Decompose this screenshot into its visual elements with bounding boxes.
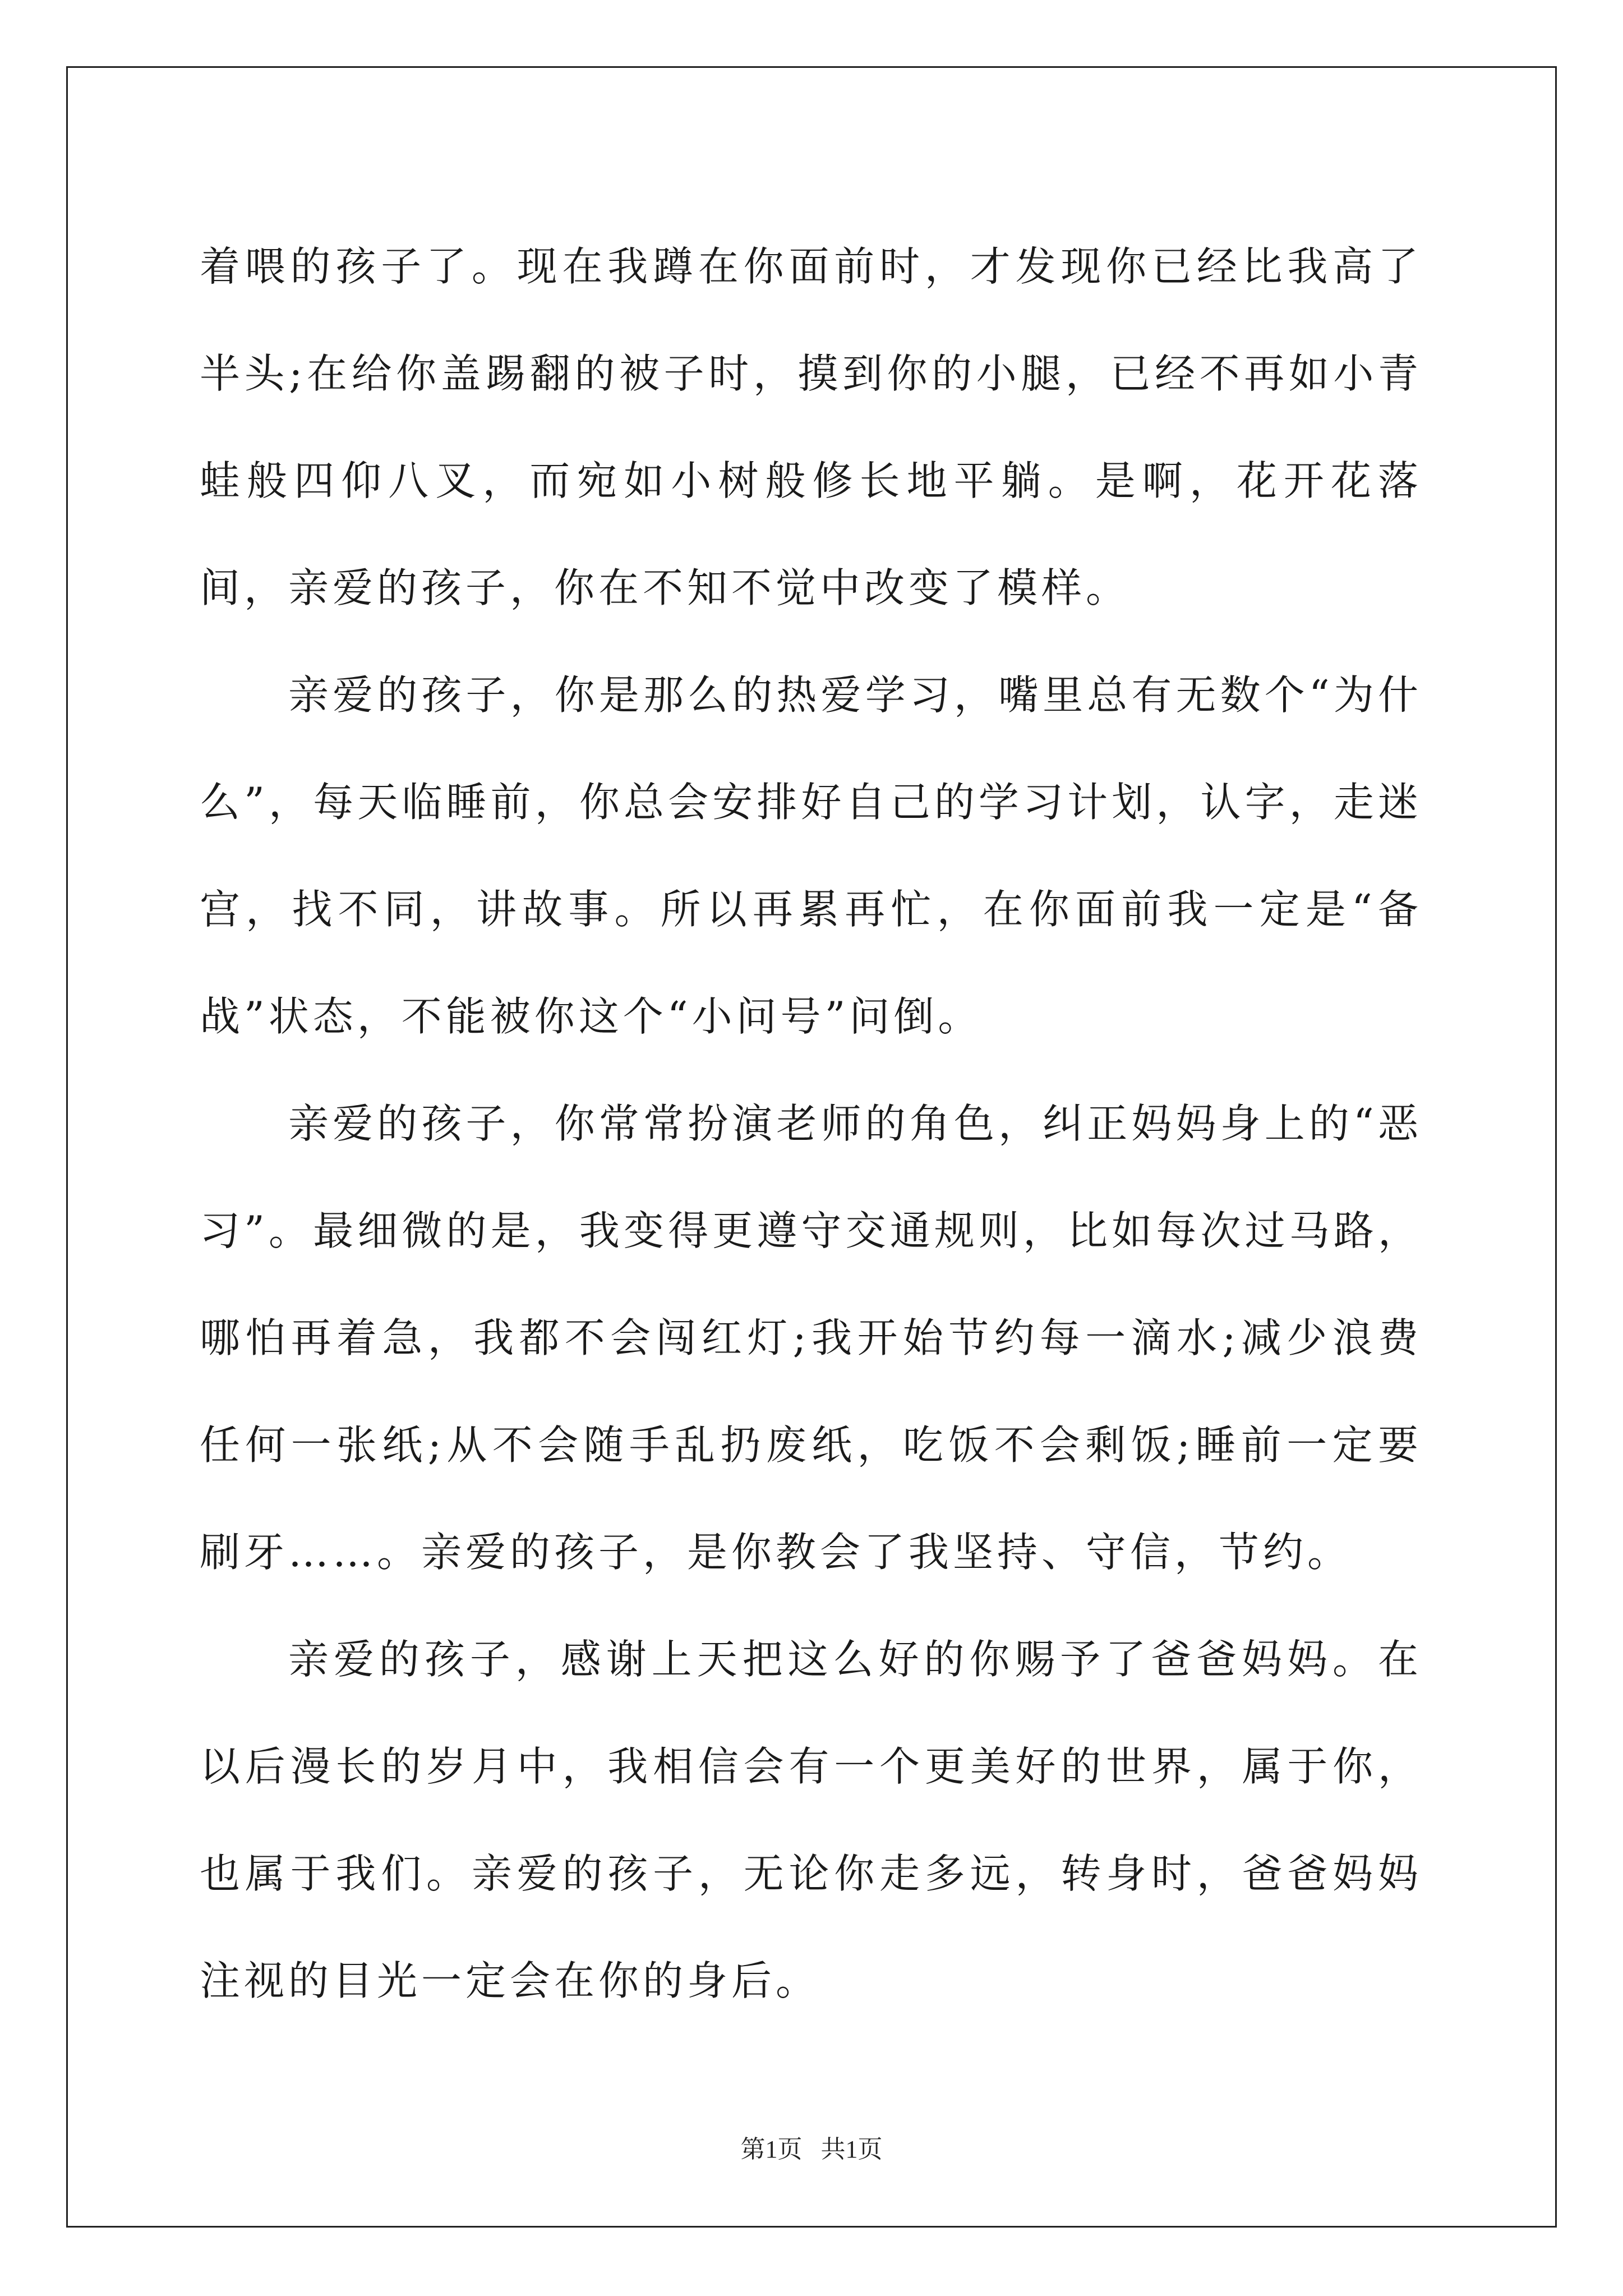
paragraph-4: 亲爱的孩子，感谢上天把这么好的你赐予了爸爸妈妈。在以后漫长的岁月中，我相信会有一个更美好的世界，属于你，也属于我们。亲爱的孩子，无论你走多远，转身时，爸爸妈妈注视的目光一定会在你的身后。: [200, 1636, 1422, 2004]
document-body: [200, 213, 1422, 2035]
paragraph-2: 亲爱的孩子，你是那么的热爱学习，嘴里总有无数个“为什么”，每天临睡前，你总会安排好自己的学习计划，认字，走迷宫，找不同，讲故事。所以再累再忙，在你面前我一定是“备战”状态，不能被你这个“小问号”问倒。: [200, 671, 1422, 1040]
paragraph-1: 着喂的孩子了。现在我蹲在你面前时，才发现你已经比我高了半头;在给你盖踢翻的被子时，摸到你的小腿，已经不再如小青蛙般四仰八叉，而宛如小树般修长地平躺。是啊，花开花落间，亲爱的孩子，你在不知不觉中改变了模样。: [200, 243, 1422, 611]
page-footer: 第1页 共1页: [740, 2136, 883, 2163]
paragraph-3: 亲爱的孩子，你常常扮演老师的角色，纠正妈妈身上的“恶习”。最细微的是，我变得更遵守交通规则，比如每次过马路，哪怕再着急，我都不会闯红灯;我开始节约每一滴水;减少浪费任何一张纸;从不会随手乱扔废纸，吃饭不会剩饭;睡前一定要刷牙……。亲爱的孩子，是你教会了我坚持、守信，节约。: [200, 1100, 1422, 1576]
